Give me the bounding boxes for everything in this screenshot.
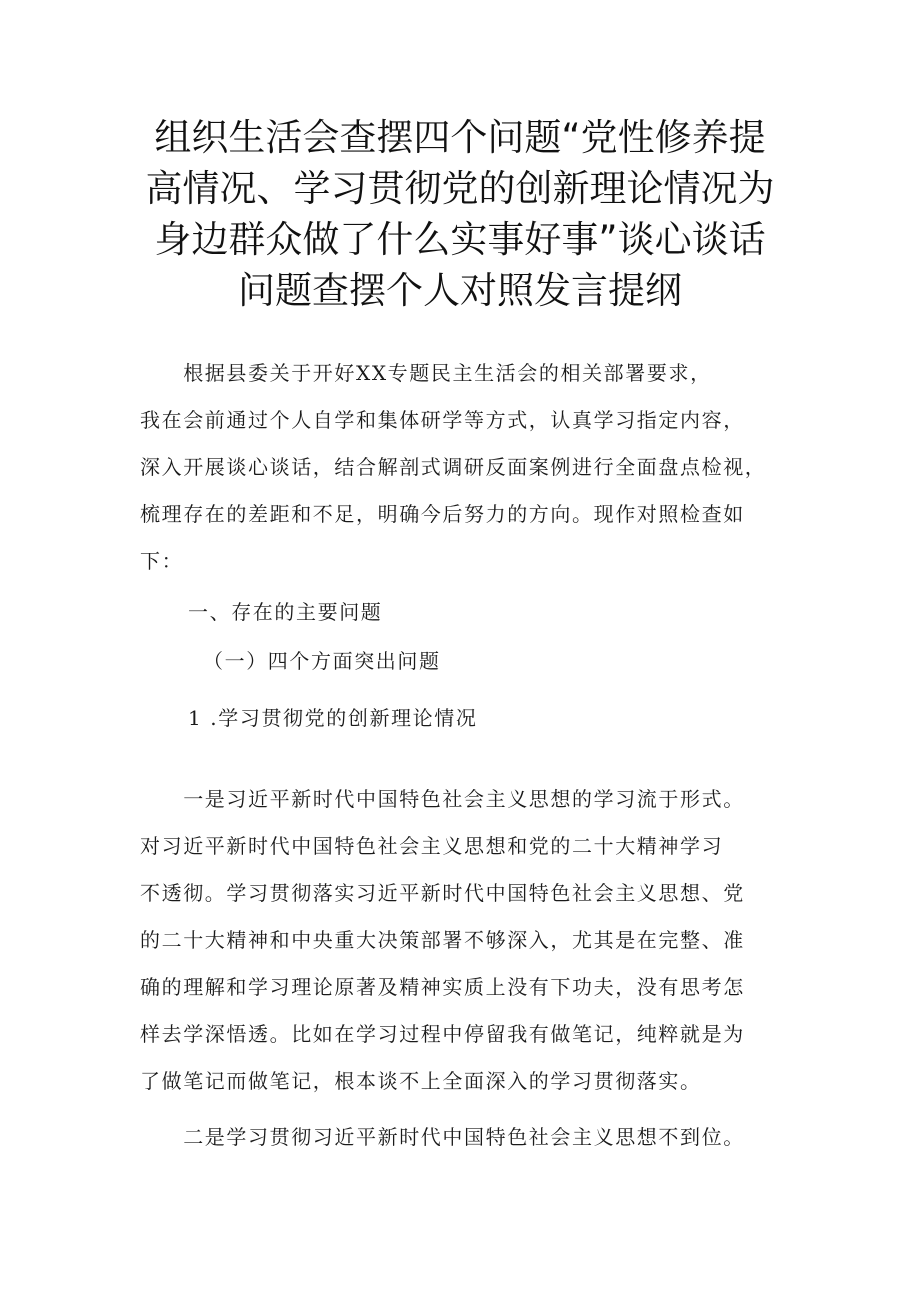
text-line: 根据县委关于开好XX专题民主生活会的相关部署要求， [140, 361, 712, 385]
text-line: 对习近平新时代中国特色社会主义思想和党的二十大精神学习 [140, 834, 724, 858]
section-heading: 一、存在的主要问题 [188, 600, 383, 624]
text-line: 样去学深悟透。比如在学习过程中停留我有做笔记，纯粹就是为 [140, 1022, 745, 1046]
intro-paragraph [140, 350, 800, 585]
title-line: 身边群众做了什么实事好事”谈心谈话 [154, 218, 766, 261]
text-line: 下： [140, 549, 184, 573]
document-title [130, 112, 790, 316]
text-line: 梳理存在的差距和不足，明确今后努力的方向。现作对照检查如 [140, 502, 745, 526]
title-line: 问题查摆个人对照发言提纲 [238, 269, 682, 312]
text-line: 确的理解和学习理论原著及精神实质上没有下功夫，没有思考怎 [140, 975, 745, 999]
point-two-paragraph [140, 1114, 800, 1161]
title-line: 组织生活会查摆四个问题“党性修养提 [154, 116, 766, 159]
text-line: 了做笔记而做笔记，根本谈不上全面深入的学习贯彻落实。 [140, 1069, 702, 1093]
text-line: 不透彻。学习贯彻落实习近平新时代中国特色社会主义思想、党 [140, 881, 745, 905]
subsection-heading: （一）四个方面突出问题 [203, 649, 441, 673]
text-line: 深入开展谈心谈话，结合解剖式调研反面案例进行全面盘点检视， [140, 455, 767, 479]
point-one-paragraph [140, 776, 800, 1105]
text-line: 我在会前通过个人自学和集体研学等方式，认真学习指定内容， [140, 408, 745, 432]
text-line: 一是习近平新时代中国特色社会主义思想的学习流于形式。 [140, 787, 745, 811]
text-line: 的二十大精神和中央重大决策部署不够深入，尤其是在完整、准 [140, 928, 745, 952]
title-line: 高情况、学习贯彻党的创新理论情况为 [145, 167, 775, 210]
text-line: 二是学习贯彻习近平新时代中国特色社会主义思想不到位。 [140, 1125, 745, 1149]
item-heading: 1 .学习贯彻党的创新理论情况 [188, 706, 478, 730]
